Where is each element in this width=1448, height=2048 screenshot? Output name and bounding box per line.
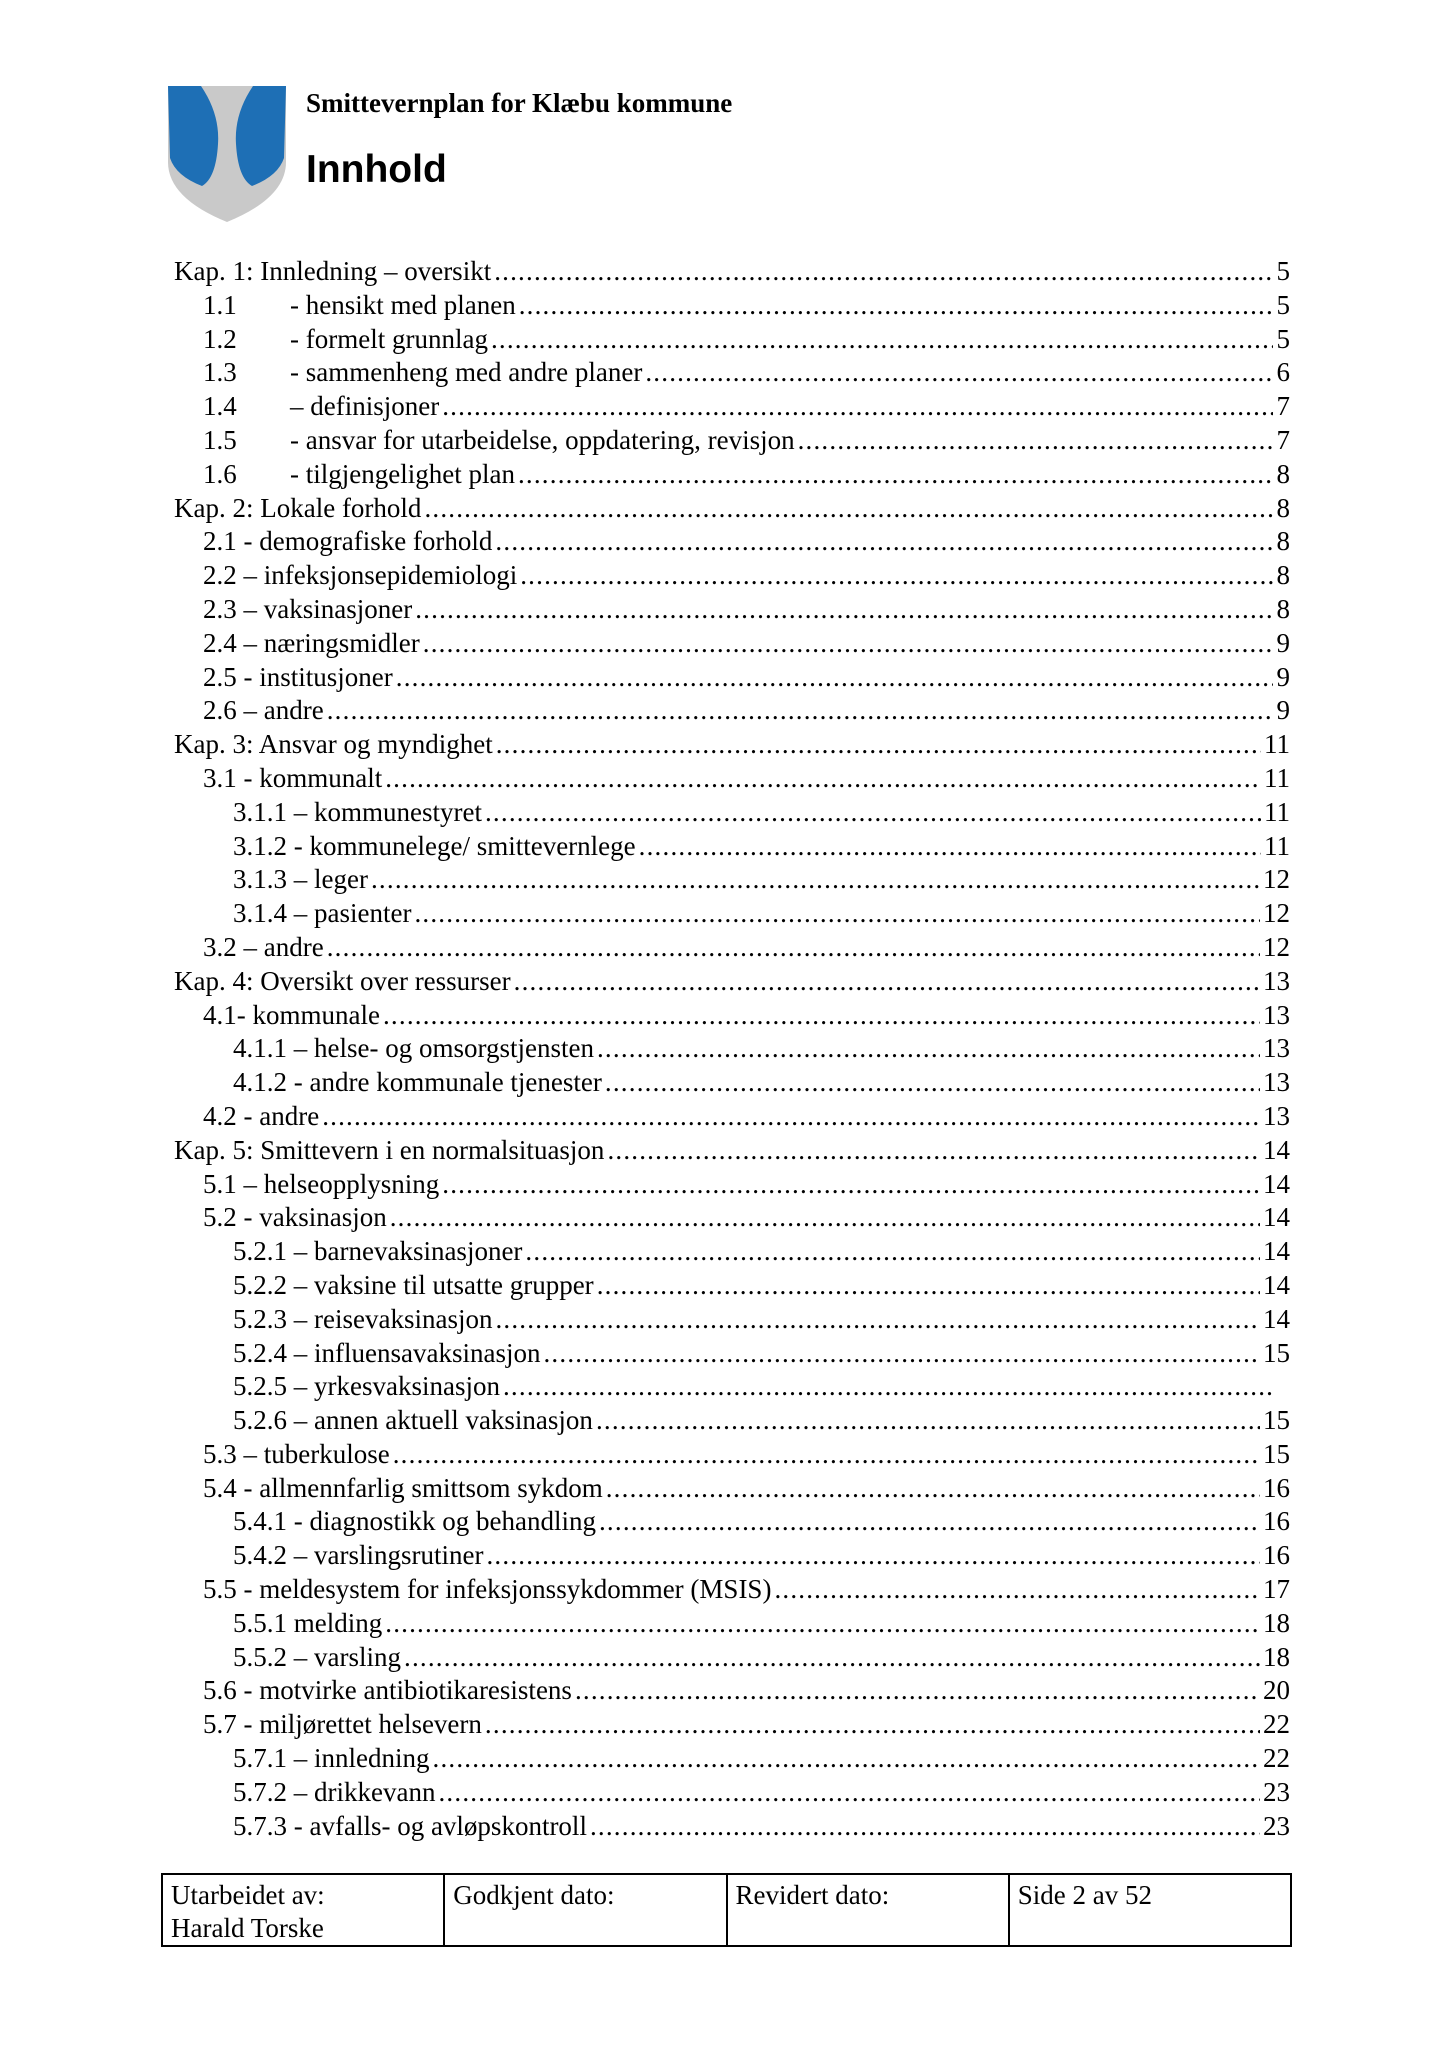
toc-entry-text: 4.1.2 - andre kommunale tjenester	[233, 1067, 602, 1098]
toc-entry[interactable]	[174, 1776, 1290, 1810]
toc-entry-page: 5	[1276, 289, 1290, 320]
prepared-by-name: Harald Torske	[171, 1913, 324, 1943]
toc-entry-text: 5.4.2 – varslingsrutiner	[233, 1540, 484, 1571]
toc-entry-label	[203, 1674, 572, 1708]
toc-entry[interactable]	[174, 356, 1290, 390]
toc-entry-label	[203, 1708, 482, 1742]
toc-entry-text: 2.2 – infeksjonsepidemiologi	[203, 560, 518, 591]
toc-entry-text: 3.1.3 – leger	[233, 864, 368, 895]
toc-entry[interactable]	[174, 897, 1290, 931]
toc-dot-leader	[327, 694, 1273, 728]
toc-dot-leader	[371, 863, 1260, 897]
toc-entry-label	[233, 897, 411, 931]
toc-entry-page: 12	[1263, 898, 1290, 929]
document-title: Smittevernplan for Klæbu kommune	[306, 88, 733, 118]
toc-entry-label	[233, 1032, 594, 1066]
toc-entry-label	[203, 1573, 771, 1607]
toc-entry-label	[203, 1472, 603, 1506]
toc-entry[interactable]	[174, 1505, 1290, 1539]
toc-entry-label	[203, 289, 516, 323]
toc-dot-leader	[423, 627, 1273, 661]
toc-entry-text: 5.2.1 – barnevaksinasjoner	[233, 1236, 523, 1267]
toc-entry-label	[233, 830, 636, 864]
toc-entry-text: 2.6 – andre	[203, 695, 324, 726]
toc-dot-leader	[415, 593, 1273, 627]
toc-entry-page: 5	[1276, 256, 1290, 286]
toc-entry[interactable]	[174, 1708, 1290, 1742]
toc-entry[interactable]	[174, 424, 1290, 458]
toc-entry[interactable]	[174, 390, 1290, 424]
toc-entry[interactable]	[174, 1404, 1290, 1438]
toc-entry-page: 22	[1263, 1743, 1290, 1774]
toc-entry-label	[203, 1100, 319, 1134]
revised-date-cell	[727, 1874, 1009, 1946]
toc-dot-leader	[606, 1472, 1260, 1506]
toc-entry[interactable]	[174, 492, 1290, 526]
toc-entry[interactable]	[174, 289, 1290, 323]
toc-entry[interactable]	[174, 796, 1290, 830]
toc-entry-page: 18	[1263, 1607, 1290, 1638]
toc-entry-text: 5.2.4 – influensavaksinasjon	[233, 1337, 541, 1368]
toc-entry-label	[174, 728, 493, 762]
toc-entry-label	[233, 1404, 593, 1438]
toc-entry[interactable]	[174, 1269, 1290, 1303]
revised-date-label: Revidert dato:	[735, 1880, 890, 1910]
toc-entry-label	[233, 1607, 382, 1641]
toc-dot-leader	[404, 1641, 1260, 1675]
toc-entry-label	[233, 796, 482, 830]
toc-entry-page: 14	[1263, 1168, 1290, 1199]
toc-entry-page: 16	[1263, 1540, 1290, 1571]
toc-entry-text: 5.5 - meldesystem for infeksjonssykdommer (MSIS)	[203, 1574, 772, 1605]
toc-entry-text: 2.4 – næringsmidler	[203, 627, 420, 658]
toc-entry[interactable]	[174, 559, 1290, 593]
toc-entry-page: 9	[1276, 627, 1290, 658]
toc-entry-label	[203, 424, 795, 458]
toc-entry-label	[203, 1168, 439, 1202]
toc-entry[interactable]	[174, 1168, 1290, 1202]
toc-entry-text: 5.7 - miljørettet helsevern	[203, 1709, 482, 1740]
toc-dot-leader	[525, 1235, 1260, 1269]
toc-entry[interactable]	[174, 458, 1290, 492]
toc-entry-label	[203, 525, 492, 559]
toc-entry-label	[203, 458, 515, 492]
toc-entry-text: - sammenheng med andre planer	[290, 357, 643, 388]
toc-entry-page: 11	[1264, 830, 1290, 861]
toc-dot-leader	[491, 323, 1273, 357]
approved-date-cell	[444, 1874, 726, 1946]
toc-dot-leader	[385, 1607, 1260, 1641]
toc-entry-page: 15	[1263, 1405, 1290, 1436]
toc-dot-leader	[393, 1438, 1260, 1472]
toc-entry[interactable]	[174, 1810, 1290, 1844]
toc-entry-page: 13	[1263, 1100, 1290, 1131]
toc-entry-text: 5.5.1 melding	[233, 1607, 383, 1638]
toc-entry-text: 3.1.2 - kommunelege/ smittevernlege	[233, 830, 636, 861]
toc-entry-page: 8	[1276, 560, 1290, 591]
toc-entry-label	[233, 1370, 500, 1404]
toc-dot-leader	[495, 525, 1273, 559]
toc-entry-page: 13	[1263, 999, 1290, 1030]
toc-dot-leader	[575, 1674, 1260, 1708]
toc-entry[interactable]	[174, 1641, 1290, 1675]
toc-entry-label	[233, 1810, 587, 1844]
toc-dot-leader	[520, 559, 1273, 593]
toc-entry-page: 20	[1263, 1675, 1290, 1706]
toc-entry-label	[233, 1742, 430, 1776]
toc-entry[interactable]	[174, 863, 1290, 897]
toc-dot-leader	[599, 1505, 1260, 1539]
toc-entry-text: - ansvar for utarbeidelse, oppdatering, revisjon	[290, 424, 795, 455]
toc-dot-leader	[414, 897, 1260, 931]
toc-dot-leader	[798, 424, 1273, 458]
toc-entry[interactable]	[174, 525, 1290, 559]
toc-entry-label	[203, 323, 488, 357]
toc-entry[interactable]	[174, 1235, 1290, 1269]
toc-entry-text: Kap. 1: Innledning – oversikt	[174, 256, 492, 286]
toc-entry[interactable]	[174, 1134, 1290, 1168]
toc-dot-leader	[639, 830, 1261, 864]
page-heading: Innhold	[306, 148, 447, 191]
toc-entry-number: 1.3	[203, 357, 237, 388]
document-footer-table	[161, 1873, 1292, 1947]
toc-entry[interactable]	[174, 323, 1290, 357]
prepared-by-cell	[162, 1874, 444, 1946]
table-of-contents	[174, 255, 1290, 1843]
toc-entry-text: 3.1.1 – kommunestyret	[233, 796, 482, 827]
toc-entry-page: 11	[1264, 762, 1290, 793]
toc-entry[interactable]	[174, 1100, 1290, 1134]
toc-entry-text: Kap. 2: Lokale forhold	[174, 492, 422, 523]
toc-dot-leader	[396, 661, 1273, 695]
toc-entry-label	[233, 1066, 602, 1100]
toc-entry[interactable]	[174, 999, 1290, 1033]
toc-entry-label	[203, 627, 420, 661]
toc-entry-label	[233, 1776, 435, 1810]
toc-entry-label	[203, 694, 324, 728]
toc-dot-leader	[597, 1032, 1260, 1066]
toc-entry-text: 4.2 - andre	[203, 1100, 320, 1131]
page-number-cell	[1009, 1874, 1291, 1946]
toc-entry-text: 2.3 – vaksinasjoner	[203, 593, 413, 624]
toc-entry[interactable]	[174, 1573, 1290, 1607]
toc-entry-text: 4.1- kommunale	[203, 999, 380, 1030]
toc-entry-page: 17	[1263, 1574, 1290, 1605]
toc-dot-leader	[596, 1404, 1260, 1438]
toc-entry-text: - formelt grunnlag	[290, 323, 488, 354]
toc-entry[interactable]	[174, 1032, 1290, 1066]
toc-entry-page: 7	[1276, 391, 1290, 422]
toc-entry-page: 12	[1263, 864, 1290, 895]
toc-entry-number: 1.1	[203, 289, 237, 320]
toc-entry-label	[203, 593, 412, 627]
toc-dot-leader	[645, 356, 1273, 390]
toc-dot-leader	[424, 492, 1273, 526]
toc-entry-page: 8	[1276, 492, 1290, 523]
toc-entry-label	[233, 1303, 492, 1337]
toc-dot-leader	[442, 390, 1273, 424]
toc-entry-text: 2.5 - institusjoner	[203, 661, 393, 692]
toc-dot-leader	[438, 1776, 1260, 1810]
toc-entry-text: 5.3 – tuberkulose	[203, 1438, 390, 1469]
toc-entry[interactable]	[174, 1438, 1290, 1472]
toc-dot-leader	[543, 1337, 1260, 1371]
toc-entry-page: 11	[1264, 729, 1290, 760]
toc-entry[interactable]	[174, 255, 1290, 289]
toc-entry-label	[233, 1235, 522, 1269]
toc-entry-text: - hensikt med planen	[290, 289, 516, 320]
toc-entry-text: 3.2 – andre	[203, 931, 324, 962]
toc-entry-page: 13	[1263, 1033, 1290, 1064]
toc-dot-leader	[496, 728, 1261, 762]
toc-entry-page: 23	[1263, 1810, 1290, 1841]
toc-entry-text: 5.2.3 – reisevaksinasjon	[233, 1303, 493, 1334]
toc-entry-label	[233, 1269, 594, 1303]
toc-dot-leader	[390, 1201, 1260, 1235]
toc-dot-leader	[322, 1100, 1260, 1134]
toc-entry[interactable]	[174, 1539, 1290, 1573]
toc-entry[interactable]	[174, 762, 1290, 796]
toc-dot-leader	[607, 1134, 1260, 1168]
toc-entry-text: 5.4 - allmennfarlig smittsom sykdom	[203, 1472, 603, 1503]
toc-entry[interactable]	[174, 1337, 1290, 1371]
toc-entry-label	[203, 762, 382, 796]
toc-dot-leader	[385, 762, 1261, 796]
toc-entry-label	[233, 1539, 483, 1573]
toc-entry-page: 9	[1276, 695, 1290, 726]
toc-entry-page: 5	[1276, 323, 1290, 354]
toc-entry[interactable]	[174, 1201, 1290, 1235]
toc-entry[interactable]	[174, 931, 1290, 965]
toc-entry-page: 14	[1263, 1269, 1290, 1300]
toc-dot-leader	[519, 289, 1273, 323]
toc-entry-number: 1.6	[203, 458, 237, 489]
toc-entry[interactable]	[174, 1066, 1290, 1100]
toc-entry-label	[203, 661, 393, 695]
toc-entry-text: 5.2.2 – vaksine til utsatte grupper	[233, 1269, 594, 1300]
toc-entry-label	[233, 1641, 401, 1675]
toc-entry[interactable]	[174, 1370, 1290, 1404]
toc-entry[interactable]	[174, 830, 1290, 864]
toc-dot-leader	[774, 1573, 1260, 1607]
toc-entry[interactable]	[174, 1607, 1290, 1641]
toc-entry-text: 5.7.3 - avfalls- og avløpskontroll	[233, 1810, 587, 1841]
toc-entry-text: - tilgjengelighet plan	[290, 458, 515, 489]
toc-dot-leader	[503, 1370, 1273, 1404]
toc-dot-leader	[495, 1303, 1260, 1337]
toc-entry[interactable]	[174, 661, 1290, 695]
toc-entry-page: 8	[1276, 526, 1290, 557]
toc-entry-text: 5.2.6 – annen aktuell vaksinasjon	[233, 1405, 593, 1436]
toc-dot-leader	[442, 1168, 1260, 1202]
toc-entry-page: 22	[1263, 1709, 1290, 1740]
toc-entry[interactable]	[174, 593, 1290, 627]
toc-entry-text: Kap. 5: Smittevern i en normalsituasjon	[174, 1134, 605, 1165]
toc-entry[interactable]	[174, 1742, 1290, 1776]
toc-entry-number: 1.4	[203, 391, 237, 422]
toc-entry-page: 14	[1263, 1236, 1290, 1267]
toc-entry-text: 5.1 – helseopplysning	[203, 1168, 440, 1199]
toc-entry[interactable]	[174, 1472, 1290, 1506]
toc-entry[interactable]	[174, 1674, 1290, 1708]
toc-entry-text: 3.1.4 – pasienter	[233, 898, 412, 929]
toc-entry-label	[203, 1438, 390, 1472]
page-number-label: Side 2 av 52	[1017, 1880, 1152, 1910]
toc-entry[interactable]	[174, 965, 1290, 999]
toc-entry-text: – definisjoner	[290, 391, 440, 422]
prepared-by-label: Utarbeidet av:	[171, 1880, 325, 1910]
toc-entry-text: 5.6 - motvirke antibiotikaresistens	[203, 1675, 572, 1706]
toc-entry-text: 4.1.1 – helse- og omsorgstjensten	[233, 1033, 594, 1064]
toc-entry-page: 14	[1263, 1134, 1290, 1165]
toc-entry-text: Kap. 3: Ansvar og myndighet	[174, 729, 493, 760]
toc-entry-label	[174, 1134, 604, 1168]
toc-entry-page: 18	[1263, 1641, 1290, 1672]
toc-dot-leader	[485, 1708, 1260, 1742]
toc-entry-text: 5.5.2 – varsling	[233, 1641, 401, 1672]
toc-entry-page: 13	[1263, 1067, 1290, 1098]
toc-entry-label	[203, 931, 324, 965]
toc-entry-label	[233, 1337, 540, 1371]
toc-dot-leader	[597, 1269, 1260, 1303]
toc-entry-label	[174, 492, 421, 526]
toc-entry-label	[203, 390, 439, 424]
approved-date-label: Godkjent dato:	[453, 1880, 615, 1910]
toc-entry-label	[203, 356, 642, 390]
toc-entry-label	[203, 999, 380, 1033]
toc-dot-leader	[494, 255, 1273, 289]
toc-entry-text: 5.2 - vaksinasjon	[203, 1202, 387, 1233]
toc-dot-leader	[486, 1539, 1260, 1573]
toc-entry-label	[233, 863, 368, 897]
toc-entry-number: 1.2	[203, 323, 237, 354]
toc-entry-page: 12	[1263, 931, 1290, 962]
toc-dot-leader	[433, 1742, 1261, 1776]
toc-entry-text: 5.7.1 – innledning	[233, 1743, 430, 1774]
toc-dot-leader	[514, 965, 1260, 999]
toc-entry-page: 11	[1264, 796, 1290, 827]
toc-dot-leader	[485, 796, 1261, 830]
toc-entry-page: 16	[1263, 1472, 1290, 1503]
toc-entry-label	[203, 559, 517, 593]
toc-entry-text: 2.1 - demografiske forhold	[203, 526, 493, 557]
toc-entry-text: 5.4.1 - diagnostikk og behandling	[233, 1506, 596, 1537]
toc-entry-page: 7	[1276, 424, 1290, 455]
toc-entry-page: 13	[1263, 965, 1290, 996]
toc-dot-leader	[518, 458, 1273, 492]
toc-entry-page: 16	[1263, 1506, 1290, 1537]
toc-entry-page: 8	[1276, 593, 1290, 624]
toc-entry-page: 9	[1276, 661, 1290, 692]
toc-entry-page: 15	[1263, 1438, 1290, 1469]
toc-entry-text: Kap. 4: Oversikt over ressurser	[174, 965, 511, 996]
toc-entry-page: 15	[1263, 1337, 1290, 1368]
toc-entry[interactable]	[174, 694, 1290, 728]
toc-entry-text: 5.7.2 – drikkevann	[233, 1776, 436, 1807]
toc-entry-text: 3.1 - kommunalt	[203, 762, 383, 793]
toc-dot-leader	[590, 1810, 1260, 1844]
toc-entry[interactable]	[174, 728, 1290, 762]
toc-entry-page: 23	[1263, 1776, 1290, 1807]
toc-entry-page: 14	[1263, 1303, 1290, 1334]
toc-entry-text: 5.2.5 – yrkesvaksinasjon	[233, 1371, 500, 1402]
toc-entry-number: 1.5	[203, 424, 237, 455]
toc-entry-page: 14	[1263, 1202, 1290, 1233]
toc-dot-leader	[383, 999, 1260, 1033]
toc-entry-page: 8	[1276, 458, 1290, 489]
toc-dot-leader	[327, 931, 1260, 965]
toc-entry-label	[233, 1505, 596, 1539]
toc-entry-label	[203, 1201, 387, 1235]
municipal-coat-of-arms-icon	[168, 86, 286, 222]
toc-entry-label	[174, 255, 491, 289]
toc-entry-label	[174, 965, 511, 999]
toc-entry[interactable]	[174, 627, 1290, 661]
toc-entry[interactable]	[174, 1303, 1290, 1337]
toc-dot-leader	[605, 1066, 1260, 1100]
toc-entry-page: 6	[1276, 357, 1290, 388]
